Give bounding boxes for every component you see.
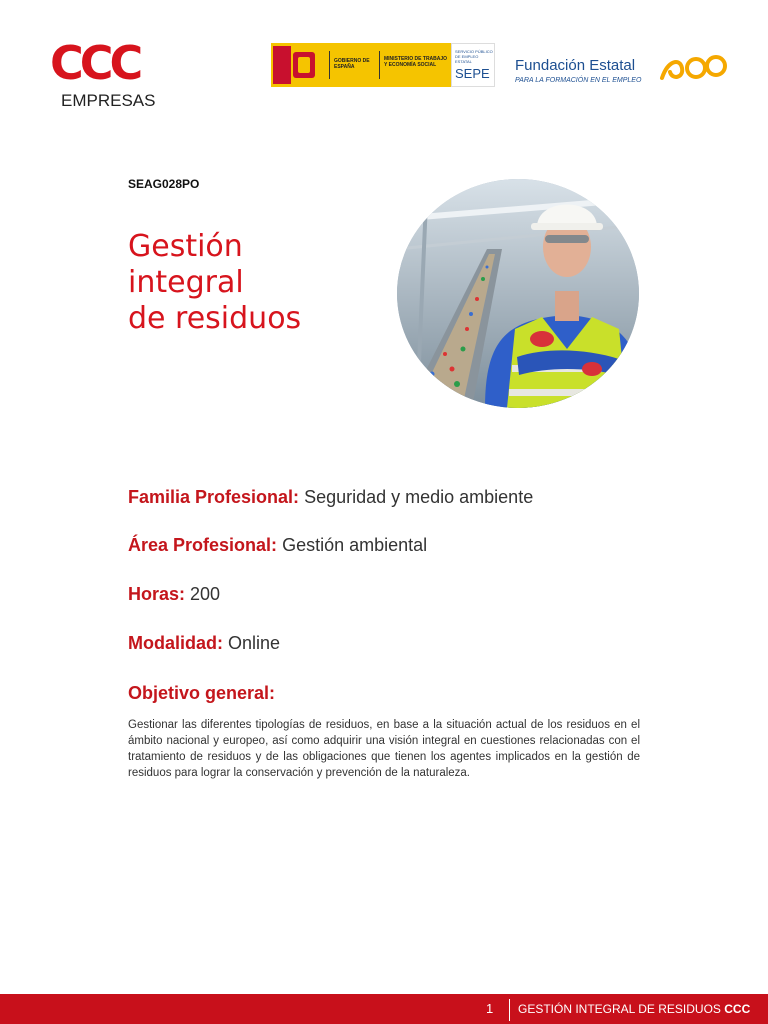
- fundae-swirl-icon: [658, 50, 728, 84]
- sepe-logo: [451, 43, 495, 87]
- ccc-logo-mark: CCC: [50, 36, 140, 90]
- worker-recycling-plant-photo: [397, 179, 639, 408]
- horas-row: [128, 583, 220, 605]
- area-profesional-value: Gestión ambiental: [282, 535, 428, 555]
- footer-divider: [509, 999, 510, 1021]
- familia-profesional-row: [128, 486, 533, 508]
- ccc-logo-subtitle: EMPRESAS: [61, 91, 156, 110]
- fundacion-estatal-logo: [515, 57, 641, 85]
- fundacion-title: Fundación Estatal: [515, 57, 636, 74]
- sepe-text: SEPE: [455, 66, 490, 81]
- spain-flag-icon: [273, 46, 291, 84]
- footer-brand: CCC: [724, 1002, 751, 1016]
- course-title-line-1: Gestión: [128, 229, 243, 264]
- course-title-line-2: integral: [128, 265, 244, 300]
- modalidad-label: Modalidad:: [128, 633, 223, 653]
- area-profesional-label: Área Profesional:: [128, 535, 278, 555]
- footer-course-title: GESTIÓN INTEGRAL DE RESIDUOS: [518, 1002, 721, 1016]
- gobierno-espana-logo: [271, 43, 495, 87]
- course-code: SEAG028PO: [128, 177, 200, 191]
- course-title-line-3: de residuos: [128, 301, 302, 336]
- ccc-empresas-logo: [50, 36, 160, 112]
- coat-of-arms-icon: [293, 52, 315, 78]
- fundacion-subtitle: PARA LA FORMACIÓN EN EL EMPLEO: [515, 77, 642, 84]
- sepe-small-text: SERVICIO PÚBLICO DE EMPLEO ESTATAL: [455, 49, 493, 64]
- footer-title: [518, 1002, 750, 1016]
- page-number: 1: [486, 1001, 494, 1016]
- objetivo-general-heading: Objetivo general:: [128, 683, 276, 703]
- ministerio-text: MINISTERIO DE TRABAJO Y ECONOMÍA SOCIAL: [384, 56, 448, 68]
- horas-value: 200: [190, 584, 221, 604]
- objetivo-general-text: Gestionar las diferentes tipologías de residuos, en base a la situación actual de los residuos en el ámbito nacional y europeo, así como adquirir una visión integral en cuestiones relacionadas con el tratamiento de residuos y de las obligaciones que tienen los agentes implicados en la gestión de residuos para lograr la conservación y prevención de la naturaleza.: [128, 719, 640, 779]
- modalidad-value: Online: [228, 633, 281, 653]
- page-footer: [0, 994, 768, 1024]
- course-title: [128, 229, 301, 337]
- photo-illustration: [397, 179, 639, 408]
- area-profesional-row: [128, 534, 427, 556]
- familia-profesional-label: Familia Profesional:: [128, 487, 300, 507]
- gobierno-text: GOBIERNO DE ESPAÑA: [334, 58, 370, 70]
- modalidad-row: [128, 632, 280, 654]
- horas-label: Horas:: [128, 584, 186, 604]
- familia-profesional-value: Seguridad y medio ambiente: [304, 487, 534, 507]
